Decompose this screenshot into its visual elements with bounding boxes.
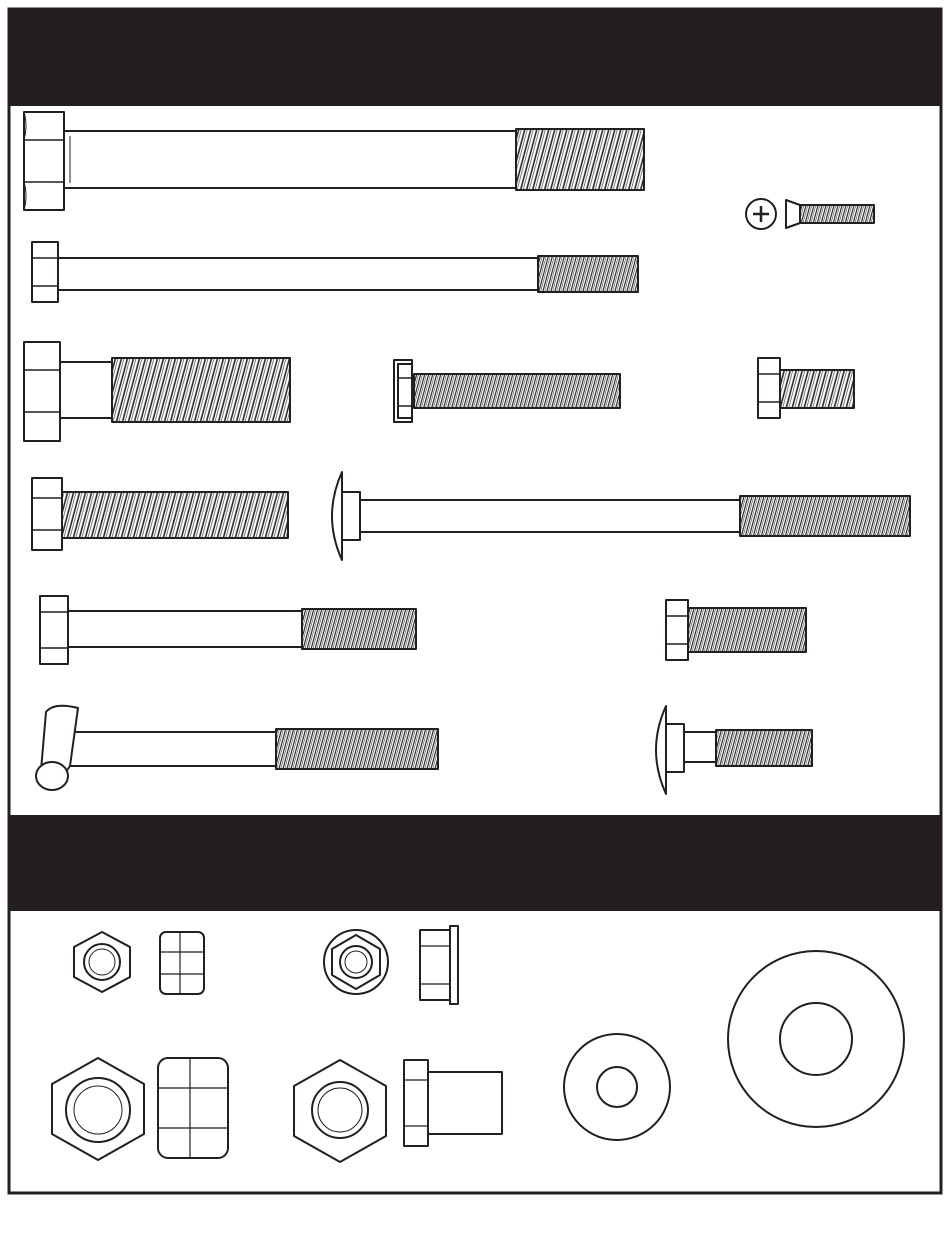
- nuts-washers-section-header: [9, 815, 941, 911]
- flat-washer-large-icon: [728, 951, 904, 1127]
- flat-washer-small-icon: [564, 1034, 670, 1140]
- hex-bolt-small-icon: [666, 600, 806, 660]
- bolts-section-header: [9, 9, 941, 106]
